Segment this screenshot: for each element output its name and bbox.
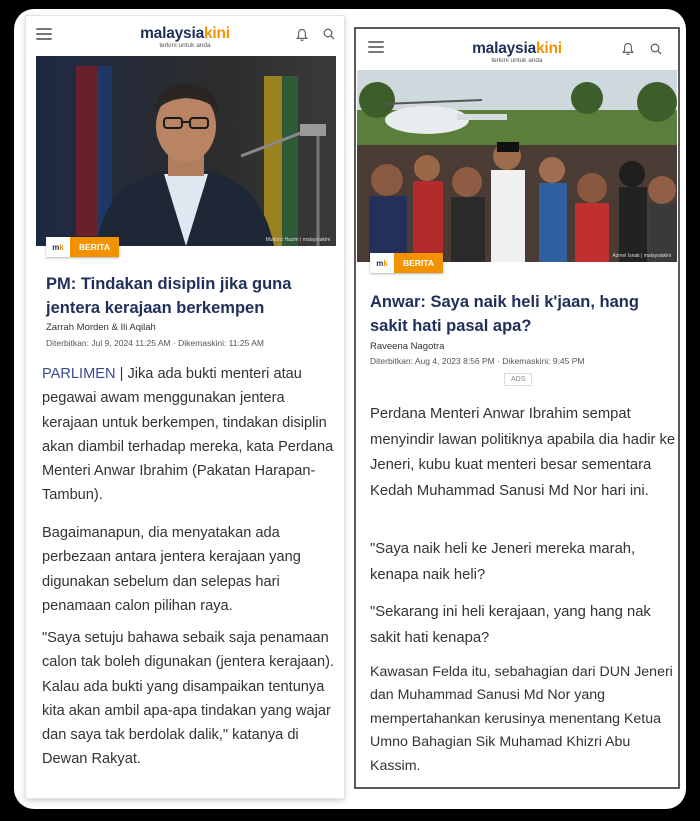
article-headline: Anwar: Saya naik heli k'jaan, hang sakit hati pasal apa? — [370, 293, 639, 335]
article-quote-paragraph: "Saya setuju bahawa sebaik saja penamaan calon tak boleh digunakan (jentera kerajaan). Kalau ada bukti yang disampaikan tentunya kita akan ambil apa-apa tindakan yang wajar dan saya tak berdolak dalik," katanya di Dewan Rakyat. — [42, 630, 335, 768]
bell-icon[interactable] — [622, 42, 634, 56]
app-header — [356, 29, 678, 69]
article-paragraph: Kawasan Felda itu, sebahagian dari DUN Jeneri dan Muhammad Sanusi Md Nor yang mempertahankan kerusinya menentang Ketua Umno Bahagian Sik Muhamad Khizri Abu Kassim. — [370, 664, 673, 774]
logo-tagline: terkini untuk anda — [159, 42, 211, 49]
photo-credit: Azmel Isnak | malaysiakini — [612, 253, 671, 259]
mk-logo-icon: m k — [46, 237, 70, 257]
article-dates: Diterbitkan: Jul 9, 2024 11:25 AM · Dikemaskini: 11:25 AM — [46, 338, 264, 348]
right-article-card — [354, 27, 680, 789]
site-logo[interactable]: malaysiakini terkini untuk anda — [26, 23, 344, 49]
article-photo-crowd-helicopter — [357, 70, 677, 262]
category-label: BERITA — [394, 253, 443, 273]
photo-credit: Mukhriz Hazim | malaysiakini — [265, 237, 330, 243]
search-icon[interactable] — [650, 43, 662, 55]
category-badge[interactable] — [46, 237, 119, 257]
left-article-card — [26, 16, 344, 798]
site-logo[interactable]: malaysiakini terkini untuk anda — [356, 38, 678, 64]
article-quote-paragraph: "Sekarang ini heli kerajaan, yang hang nak sakit hati kenapa? — [370, 604, 651, 646]
search-icon[interactable] — [323, 28, 335, 40]
mk-logo-icon: m k — [370, 253, 394, 273]
category-badge[interactable] — [370, 253, 443, 273]
article-photo-anwar-podium — [36, 56, 336, 246]
bell-icon[interactable] — [296, 28, 308, 42]
logo-tagline: terkini untuk anda — [491, 57, 543, 64]
article-paragraph: Bagaimanapun, dia menyatakan ada perbezaan antara jentera kerajaan yang digunakan sebelum dan selepas hari penamaan calon pilihan raya. — [42, 525, 301, 614]
dateline: PARLIMEN — [42, 366, 116, 382]
article-authors[interactable]: Raveena Nagotra — [370, 341, 445, 352]
article-authors[interactable]: Zarrah Morden & Ili Aqilah — [46, 322, 156, 333]
category-label: BERITA — [70, 237, 119, 257]
article-quote-paragraph: "Saya naik heli ke Jeneri mereka marah, kenapa naik heli? — [370, 541, 636, 583]
ads-label: ADS — [504, 373, 532, 386]
article-paragraph: PARLIMEN | Jika ada bukti menteri atau pegawai awam menggunakan jentera kerajaan untuk berkempen, tindakan disiplin akan diambil terhadap mereka, kata Perdana Menteri Anwar Ibrahim (Pakatan Harapan-Tambun). — [42, 366, 334, 504]
article-headline: PM: Tindakan disiplin jika guna jentera kerajaan berkempen — [46, 275, 292, 317]
article-dates: Diterbitkan: Aug 4, 2023 8:56 PM · Dikemaskini: 9:45 PM — [370, 356, 585, 366]
app-header — [26, 16, 344, 56]
article-paragraph: Perdana Menteri Anwar Ibrahim sempat menyindir lawan politiknya apabila dia hadir ke Jeneri, kubu kuat menteri besar sementara Kedah Muhammad Sanusi Md Nor hari ini. — [370, 406, 676, 499]
